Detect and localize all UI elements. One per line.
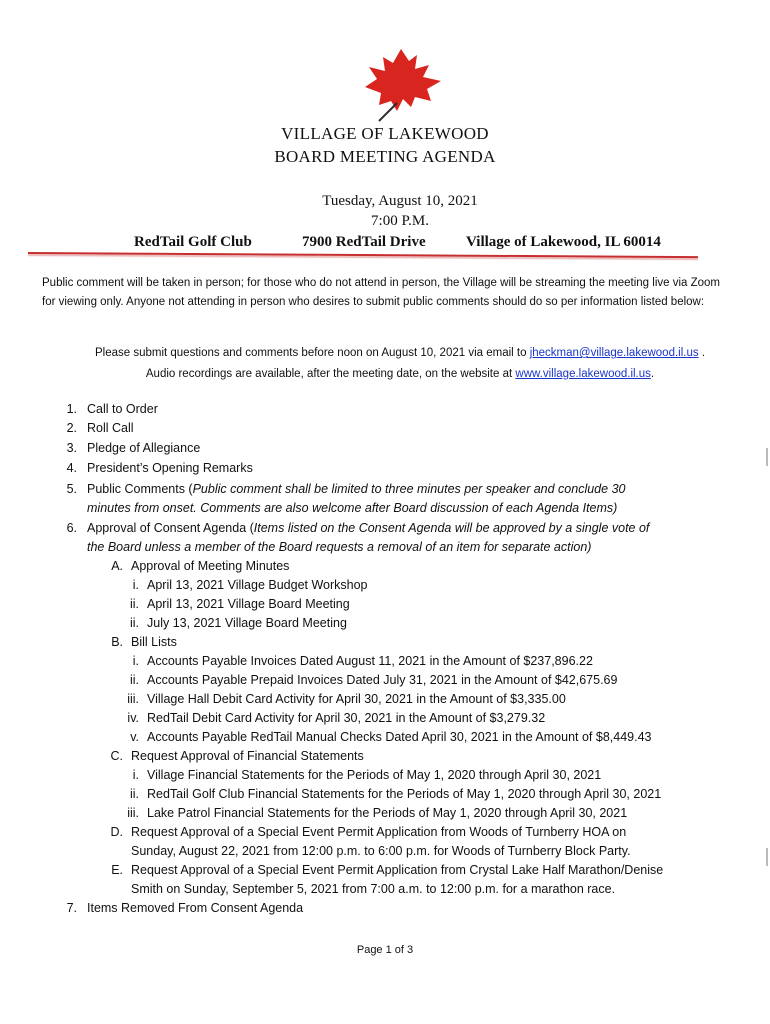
item-text: Pledge of Allegiance [87,441,201,455]
roman-text: July 13, 2021 Village Board Meeting [147,616,347,630]
sub-text: Bill Lists [131,635,177,649]
audio-notice [0,368,770,380]
item-text: Call to Order [87,402,158,416]
roman-text: Village Financial Statements for the Periods of May 1, 2020 through April 30, 2021 [147,768,602,782]
venue: RedTail Golf Club [134,234,252,250]
org-title: VILLAGE OF LAKEWOOD [281,124,489,143]
item-number: 5. [66,482,77,496]
sub-text: Request Approval of a Special Event Permit Application from Crystal Lake Half Marathon/Denise [131,863,664,877]
item-number: 3. [66,441,77,455]
sub-text: Request Approval of a Special Event Permit Application from Woods of Turnberry HOA on [131,825,627,839]
item-number: 6. [66,521,77,535]
website-link[interactable]: www.village.lakewood.il.us [515,368,651,380]
item-text: Public Comments ( [87,482,193,496]
item-text: Approval of Consent Agenda ( [87,521,254,535]
maple-leaf-icon [357,47,445,123]
sub-text-cont: Sunday, August 22, 2021 from 12:00 p.m. to 6:00 p.m. for Woods of Turnberry Block Party. [131,844,631,858]
sub-letter: C. [110,749,123,763]
roman-text: Accounts Payable Prepaid Invoices Dated July 31, 2021 in the Amount of $42,675.69 [147,673,618,687]
email-link[interactable]: jheckman@village.lakewood.il.us [529,347,699,359]
roman-text: RedTail Golf Club Financial Statements for the Periods of May 1, 2020 through April 30, 2021 [147,787,662,801]
page-number: Page 1 of 3 [356,944,414,956]
scan-mark [766,448,768,466]
item-note: Items listed on the Consent Agenda will be approved by a single vote of [253,521,650,535]
scan-mark [766,848,768,866]
roman-num: ii. [129,597,139,611]
roman-num: i. [132,768,139,782]
roman-num: iii. [127,692,139,706]
roman-text: April 13, 2021 Village Board Meeting [147,597,350,611]
roman-num: iv. [127,711,139,725]
roman-num: iii. [127,806,139,820]
submit-text: Please submit questions and comments before noon on August 10, 2021 via email to [94,347,530,359]
meeting-date: Tuesday, August 10, 2021 [322,193,478,209]
roman-text: Lake Patrol Financial Statements for the Periods of May 1, 2020 through April 30, 2021 [147,806,628,820]
sub-letter: B. [111,635,123,649]
roman-text: Village Hall Debit Card Activity for April 30, 2021 in the Amount of $3,335.00 [147,692,566,706]
address: 7900 RedTail Drive [302,234,426,250]
item-number: 2. [66,421,77,435]
roman-num: ii. [129,616,139,630]
item-text: Items Removed From Consent Agenda [87,901,304,915]
roman-num: i. [132,578,139,592]
red-divider [28,252,698,258]
maple-leaf-logo [357,47,445,123]
sub-text-cont: Smith on Sunday, September 5, 2021 from 7:00 a.m. to 12:00 p.m. for a marathon race. [131,882,616,896]
city: Village of Lakewood, IL 60014 [466,234,661,250]
submit-end: . [698,347,706,359]
roman-text: Accounts Payable Invoices Dated August 11, 2021 in the Amount of $237,896.22 [147,654,593,668]
sub-text: Approval of Meeting Minutes [131,559,290,573]
roman-num: ii. [129,787,139,801]
sub-letter: D. [110,825,123,839]
sub-text: Request Approval of Financial Statements [131,749,364,763]
roman-num: i. [132,654,139,668]
item-number: 7. [66,901,77,915]
item-note: Public comment shall be limited to three minutes per speaker and conclude 30 [192,482,626,496]
roman-num: ii. [129,673,139,687]
item-number: 4. [66,461,77,475]
roman-text: April 13, 2021 Village Budget Workshop [147,578,368,592]
item-note-cont: minutes from onset. Comments are also welcome after Board discussion of each Agenda Items) [87,501,618,515]
audio-text: Audio recordings are available, after the meeting date, on the website at [145,368,516,380]
roman-text: Accounts Payable RedTail Manual Checks Dated April 30, 2021 in the Amount of $8,449.43 [147,730,652,744]
sub-letter: E. [111,863,123,877]
doc-title: BOARD MEETING AGENDA [274,147,496,166]
roman-text: RedTail Debit Card Activity for April 30, 2021 in the Amount of $3,279.32 [147,711,546,725]
item-number: 1. [66,402,77,416]
item-text: President’s Opening Remarks [87,461,253,475]
audio-end: . [650,368,655,380]
item-note-cont: the Board unless a member of the Board requests a removal of an item for separate action) [87,540,592,554]
roman-num: v. [130,730,139,744]
sub-letter: A. [111,559,123,573]
public-comment-paragraph: Public comment will be taken in person; for those who do not attend in person, the Village will be streaming the meeting live via Zoom for viewing only. Anyone not attending in person who desires to submit public comments should do so per information listed below: [42,277,721,308]
item-text: Roll Call [87,421,134,435]
meeting-time: 7:00 P.M. [371,213,429,229]
submit-notice [0,347,770,359]
